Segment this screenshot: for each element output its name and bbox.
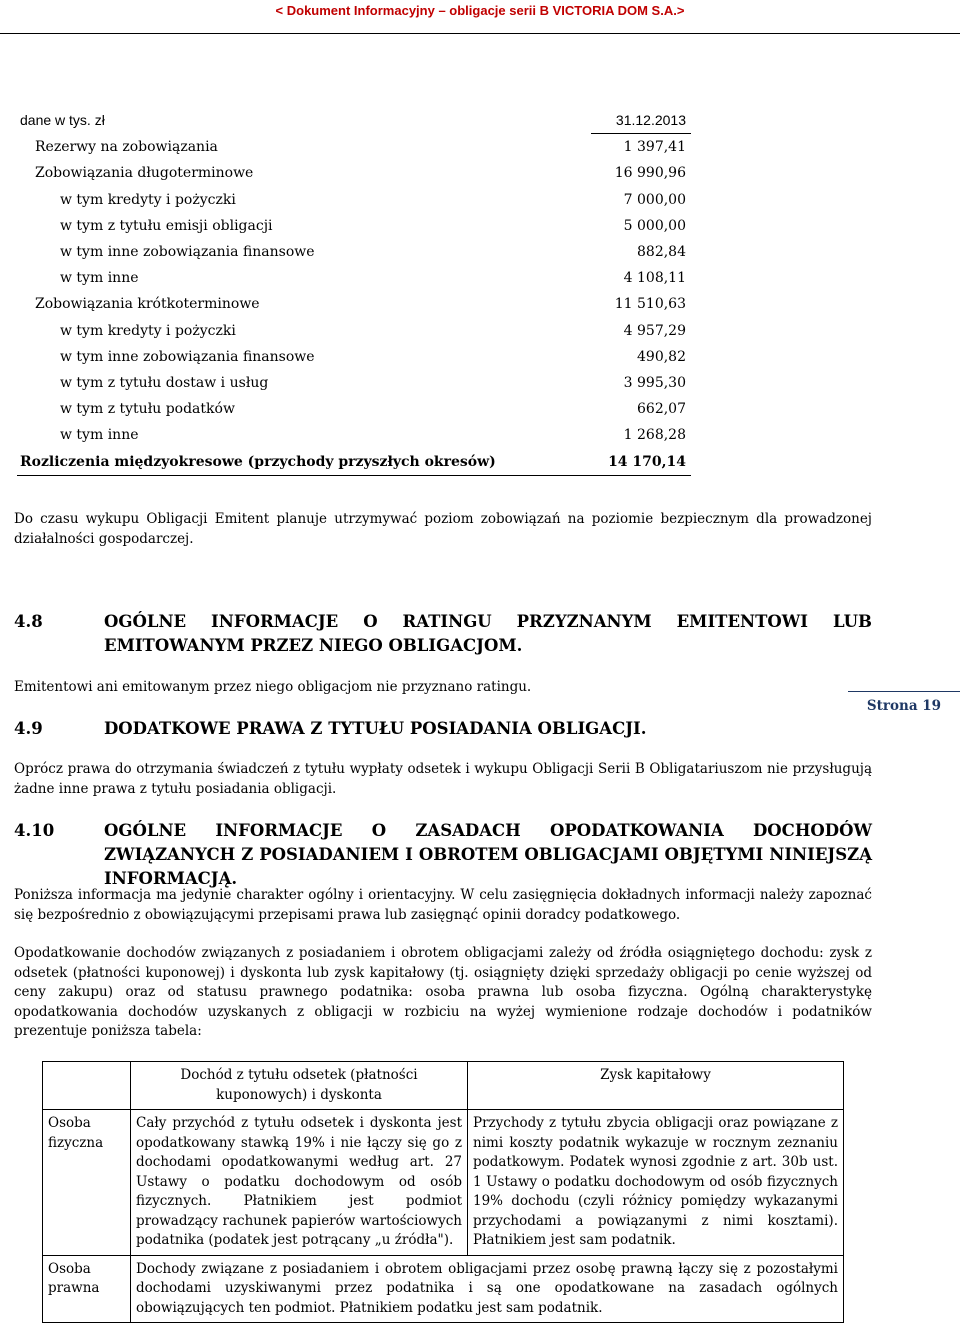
section-number: 4.9 <box>14 719 43 738</box>
row-label: w tym inne <box>60 427 139 444</box>
rating-paragraph: Emitentowi ani emitowanym przez niego obligacjom nie przyznano ratingu. <box>14 679 532 695</box>
table-row <box>17 291 691 317</box>
row-value: 14 170,14 <box>591 448 691 475</box>
liabilities-paragraph: Do czasu wykupu Obligacji Emitent planuje utrzymywać poziom zobowiązań na poziomie bezpiecznym dla prowadzonej działalności gospodarczej. <box>14 511 872 547</box>
cell-natural-capital: Przychody z tytułu zbycia obligacji oraz powiązane z nimi koszty podatnik wykazuje w rocznym zeznaniu podatkowym. Podatek wynosi zgodnie z art. 30b ust. 1 Ustawy o podatku dochodowym od osób fizycznych 19% dochodu (czyli różnicy pomiędzy wykazanymi przychodami a powiązanymi z nimi kosztami). Płatnikiem jest sam podatnik. <box>468 1110 844 1256</box>
row-value: 882,84 <box>637 244 686 261</box>
row-label: w tym z tytułu emisji obligacji <box>60 217 273 234</box>
row-value: 4 957,29 <box>623 322 686 339</box>
table-row <box>17 134 691 161</box>
row-value: 1 397,41 <box>623 139 686 156</box>
liabilities-table <box>17 107 691 476</box>
page-number: Strona 19 <box>848 691 960 714</box>
document-title: < Dokument Informacyjny – obligacje serii B VICTORIA DOM S.A.> <box>275 3 685 18</box>
row-label: Zobowiązania krótkoterminowe <box>35 296 260 313</box>
row-value: 490,82 <box>637 348 686 365</box>
row-label: Zobowiązania długoterminowe <box>35 165 254 182</box>
tax-table-row-legal-person <box>43 1255 844 1323</box>
cell-natural-interest: Cały przychód z tytułu odsetek i dyskonta jest opodatkowany stawką 19% i nie łączy się go z dochodami opodatkowanymi według art. 27 Ustawy o podatku dochodowym od osób fizycznych. Płatnikiem jest podmiot prowadzący rachunek papierów wartościowych podatnika (podatek jest potrącany „u źródła"). <box>131 1110 468 1256</box>
row-value: 5 000,00 <box>623 217 686 234</box>
row-value: 3 995,30 <box>623 374 686 391</box>
table-row <box>17 370 691 396</box>
row-label: w tym z tytułu dostaw i usług <box>60 374 269 391</box>
row-label: w tym inne zobowiązania finansowe <box>60 244 315 261</box>
rights-paragraph: Oprócz prawa do otrzymania świadczeń z tytułu wypłaty odsetek i wykupu Obligacji Serii B Obligatariuszom nie przysługują żadne inne prawa z tytułu posiadania obligacji. <box>14 761 872 797</box>
table-row <box>17 422 691 448</box>
row-label: Rezerwy na zobowiązania <box>35 139 218 156</box>
disclaimer-paragraph: Poniższa informacja ma jedynie charakter ogólny i orientacyjny. W celu zasięgnięcia dokładnych informacji należy zapoznać się bezpośrednio z obowiązującymi przepisami prawa lub zasięgnąć opinii doradcy podatkowego. <box>14 887 872 923</box>
section-title: OGÓLNE INFORMACJE O RATINGU PRZYZNANYM EMITENTOWI LUB EMITOWANYM PRZEZ NIEGO OBLIGACJOM. <box>104 612 872 655</box>
section-heading-4-8 <box>14 610 872 658</box>
row-label-legal-person: Osoba prawna <box>43 1255 131 1323</box>
document-header <box>0 0 960 34</box>
row-value: 7 000,00 <box>623 191 686 208</box>
row-label: w tym inne zobowiązania finansowe <box>60 348 315 365</box>
tax-table <box>42 1061 844 1323</box>
row-value: 16 990,96 <box>614 165 686 182</box>
corner-cell <box>43 1062 131 1110</box>
unit-label: dane w tys. zł <box>20 112 105 129</box>
table-row <box>17 160 691 186</box>
table-row <box>17 265 691 291</box>
section-title: OGÓLNE INFORMACJE O ZASADACH OPODATKOWANIA DOCHODÓW ZWIĄZANYCH Z POSIADANIEM I OBROTEM OBLIGACJAMI OBJĘTYMI NINIEJSZĄ INFORMACJĄ. <box>104 821 872 888</box>
table-row <box>17 239 691 265</box>
row-label: w tym kredyty i pożyczki <box>60 322 236 339</box>
row-value: 11 510,63 <box>614 296 686 313</box>
taxation-paragraph: Opodatkowanie dochodów związanych z posiadaniem i obrotem obligacjami zależy od źródła osiągniętego dochodu: zysk z odsetek (płatności kuponowej) i dyskonta lub zysk kapitałowy (tj. osiągnięty dzięki sprzedaży obligacji po cenie wyższej od ceny zakupu) oraz od statusu prawnego podatnika: osoba prawna lub osoba fizyczna. Ogólną charakterystykę opodatkowania dochodów uzyskanych z obligacji w rozbiciu na wyżej wymienione rodzaje dochodów i podatników prezentuje poniższa tabela: <box>14 945 872 1040</box>
col-header-interest: Dochód z tytułu odsetek (płatności kuponowych) i dyskonta <box>131 1062 468 1110</box>
row-label: Rozliczenia międzyokresowe (przychody przyszłych okresów) <box>17 448 591 475</box>
section-heading-4-9 <box>14 717 872 741</box>
table-row <box>17 187 691 213</box>
row-label: w tym kredyty i pożyczki <box>60 191 236 208</box>
row-value: 4 108,11 <box>623 270 686 287</box>
section-number: 4.8 <box>14 612 43 631</box>
table-row <box>17 344 691 370</box>
table-row <box>17 213 691 239</box>
table-row <box>17 318 691 344</box>
row-value: 662,07 <box>637 401 686 418</box>
col-header-capital-gain: Zysk kapitałowy <box>468 1062 844 1110</box>
tax-table-row-natural-person <box>43 1110 844 1256</box>
row-label: w tym z tytułu podatków <box>60 401 235 418</box>
row-value: 1 268,28 <box>623 427 686 444</box>
cell-legal-person: Dochody związane z posiadaniem i obrotem obligacjami przez osobę prawną łączy się z pozostałymi dochodami uzyskiwanymi przez podatnika i są one opodatkowane na zasadach ogólnych obowiązujących ten podmiot. Płatnikiem podatku jest sam podatnik. <box>131 1255 844 1323</box>
section-heading-4-10 <box>14 819 872 891</box>
date-label: 31.12.2013 <box>591 107 691 134</box>
table-row <box>17 448 691 475</box>
tax-table-header <box>43 1062 844 1110</box>
section-title: DODATKOWE PRAWA Z TYTUŁU POSIADANIA OBLIGACJI. <box>104 719 647 738</box>
section-number: 4.10 <box>14 821 55 840</box>
row-label-natural-person: Osoba fizyczna <box>43 1110 131 1256</box>
table-row <box>17 396 691 422</box>
table-header-row <box>17 107 691 134</box>
row-label: w tym inne <box>60 270 139 287</box>
